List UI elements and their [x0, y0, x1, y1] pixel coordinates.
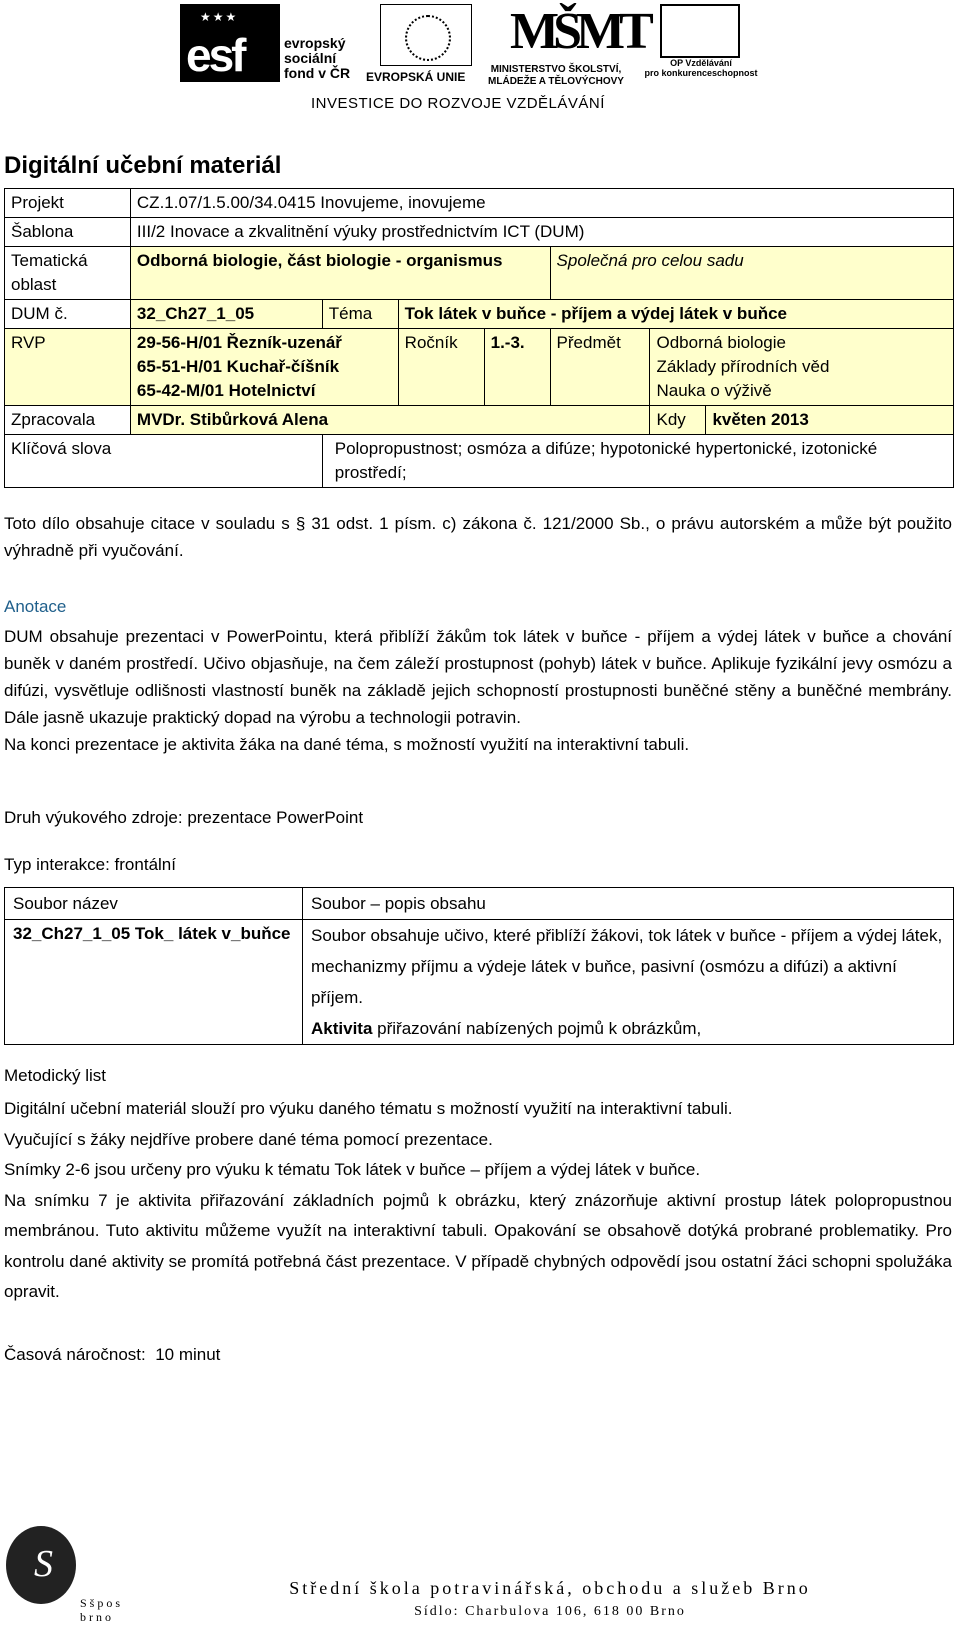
file-desc	[303, 920, 954, 1045]
predmet-line: Základy přírodních věd	[656, 357, 830, 376]
msmt-label-line: MLÁDEŽE A TĚLOVÝCHOVY	[488, 76, 624, 87]
footer-school-name: Střední škola potravinářská, obchodu a služeb Brno	[289, 1578, 811, 1598]
row-zpracovala	[5, 406, 954, 435]
esf-logo-letters: esf	[186, 29, 244, 81]
sablona-value: III/2 Inovace a zkvalitnění výuky prostřednictvím ICT (DUM)	[130, 218, 953, 247]
projekt-label: Projekt	[5, 189, 131, 218]
anotace-heading: Anotace	[4, 597, 67, 616]
school-logo-line: Sšpos	[80, 1596, 124, 1610]
citace-text: Toto dílo obsahuje citace v souladu s § 31 odst. 1 písm. c) zákona č. 121/2000 Sb., o právu autorském a může být použito výhradně při vyučování.	[4, 514, 952, 560]
school-logo-text	[80, 1596, 123, 1624]
op-label-line: pro konkurenceschopnost	[644, 68, 758, 78]
metodicky-text	[4, 1094, 952, 1308]
school-logo-letter: S	[34, 1543, 53, 1585]
row-tematicka	[5, 247, 954, 300]
info-table	[4, 188, 954, 488]
eu-label: EVROPSKÁ UNIE	[366, 70, 466, 84]
rvp-line: 29-56-H/01 Řezník-uzenář	[136, 333, 342, 352]
druh-text: Druh výukového zdroje: prezentace PowerPoint	[4, 808, 364, 827]
footer-address: Sídlo: Charbulova 106, 618 00 Brno	[414, 1604, 686, 1619]
klicova-label: Klíčová slova	[5, 435, 323, 488]
aktivita-label: Aktivita	[311, 1019, 373, 1038]
casova-narocnost	[4, 1341, 220, 1368]
esf-stars-icon: ★★★	[200, 10, 239, 24]
esf-text-line: fond v ČR	[284, 65, 351, 81]
dum-label: DUM č.	[5, 300, 131, 329]
op-logo-icon	[660, 4, 740, 58]
anotace-paragraph: Na konci prezentace je aktivita žáka na dané téma, s možností využití na interaktivní tabuli.	[4, 735, 690, 754]
investice-banner: INVESTICE DO ROZVOJE VZDĚLÁVÁNÍ	[311, 95, 605, 112]
zpracovala-label: Zpracovala	[5, 406, 131, 435]
row-klicova	[5, 435, 954, 488]
row-rvp	[5, 329, 954, 406]
files-header-row	[5, 888, 954, 920]
eu-flag-icon	[380, 4, 472, 66]
projekt-value: CZ.1.07/1.5.00/34.0415 Inovujeme, inovujeme	[130, 189, 953, 218]
rocnik-value: 1.-3.	[484, 329, 550, 406]
metodicky-paragraph: Digitální učební materiál slouží pro výuku daného tématu s možností využití na interaktivní tabuli.	[4, 1099, 733, 1118]
page-title: Digitální učební materiál	[4, 152, 282, 179]
esf-logo-text	[284, 36, 350, 81]
rvp-value	[130, 329, 398, 406]
aktivita-text: přiřazování nabízených pojmů k obrázkům,	[372, 1019, 702, 1038]
school-logo-line: brno	[80, 1610, 114, 1624]
eu-stars-icon	[405, 15, 451, 61]
files-row	[5, 920, 954, 1045]
school-logo-icon	[6, 1526, 76, 1604]
tema-value: Tok látek v buňce - příjem a výdej látek v buňce	[398, 300, 953, 329]
esf-text-line: sociální	[284, 50, 337, 66]
predmet-value	[650, 329, 954, 406]
tematicka-label: Tematická oblast	[5, 247, 131, 300]
kdy-label: Kdy	[650, 406, 706, 435]
esf-logo	[180, 4, 280, 82]
predmet-line: Odborná biologie	[656, 333, 786, 352]
zpracovala-value: MVDr. Stibůrková Alena	[130, 406, 650, 435]
dum-value: 32_Ch27_1_05	[130, 300, 322, 329]
anotace-text	[4, 623, 952, 758]
rvp-line: 65-51-H/01 Kuchař-číšník	[136, 357, 340, 376]
casova-label: Časová náročnost:	[4, 1345, 146, 1364]
esf-text-line: evropský	[284, 35, 346, 51]
casova-value: 10 minut	[155, 1345, 221, 1364]
metodicky-paragraph: Vyučující s žáky nejdříve probere dané téma pomocí prezentace.	[4, 1129, 493, 1149]
metodicky-paragraph: Snímky 2-6 jsou určeny pro výuku k tématu Tok látek v buňce – příjem a výdej látek v buňce.	[4, 1160, 701, 1179]
metodicky-heading: Metodický list	[4, 1066, 107, 1085]
msmt-logo: MŠMT	[510, 3, 648, 60]
row-projekt	[5, 189, 954, 218]
klicova-value: Polopropustnost; osmóza a difúze; hypotonické hypertonické, izotonické prostředí;	[322, 435, 953, 488]
kdy-value: květen 2013	[706, 406, 954, 435]
row-dum	[5, 300, 954, 329]
rvp-label: RVP	[5, 329, 131, 406]
msmt-label	[466, 64, 646, 88]
rvp-line: 65-42-M/01 Hotelnictví	[136, 381, 316, 400]
file-desc-text: Soubor obsahuje učivo, které přiblíží žákovi, tok látek v buňce - příjem a výdej látek, mechanizmy příjmu a výdeje látek v buňce, pasivní (osmózu a difúzi) a aktivní příjem.	[311, 926, 943, 1007]
files-header-name: Soubor název	[5, 888, 303, 920]
files-header-desc: Soubor – popis obsahu	[303, 888, 954, 920]
spolecna-value: Společná pro celou sadu	[550, 247, 953, 300]
tematicka-value: Odborná biologie, část biologie - organismus	[130, 247, 550, 300]
row-sablona	[5, 218, 954, 247]
files-table	[4, 887, 954, 1045]
metodicky-paragraph: Na snímku 7 je aktivita přiřazování základních pojmů k obrázku, který znázorňuje aktivní prostup látek polopropustnou membránou. Tuto aktivitu můžeme využít na interaktivní tabuli. Opakování se obsahově dotýká probrané problematiky. Pro kontrolu dané aktivity se promítá potřebná část prezentace. V případě chybných odpovědí jsou ostatní žáci schopni spolužáka opravit.	[4, 1190, 952, 1301]
typ-text: Typ interakce: frontální	[4, 855, 176, 874]
msmt-label-line: MINISTERSTVO ŠKOLSTVÍ,	[490, 64, 622, 75]
tema-label: Téma	[322, 300, 398, 329]
predmet-line: Nauka o výživě	[656, 381, 772, 400]
sablona-label: Šablona	[5, 218, 131, 247]
anotace-paragraph: DUM obsahuje prezentaci v PowerPointu, která přiblíží žákům tok látek v buňce - příjem a výdej látek v buňce a chování buněk v daném prostředí. Učivo objasňuje, na čem záleží prostupnost (pohyb) látek v buňce. Aplikuje fyzikální jevy osmózu a difúzi, vysvětluje odlišnosti vlastností buněk na základě jejich schopností prostupnosti buněčné stěny a buněčné membrány. Dále jasně ukazuje praktický dopad na výrobu a technologii potravin.	[4, 627, 952, 727]
rocnik-label: Ročník	[398, 329, 484, 406]
op-label	[636, 58, 766, 78]
predmet-label: Předmět	[550, 329, 650, 406]
file-name: 32_Ch27_1_05 Tok_ látek v_buňce	[5, 920, 303, 1045]
op-label-line: OP Vzdělávání	[670, 58, 732, 68]
